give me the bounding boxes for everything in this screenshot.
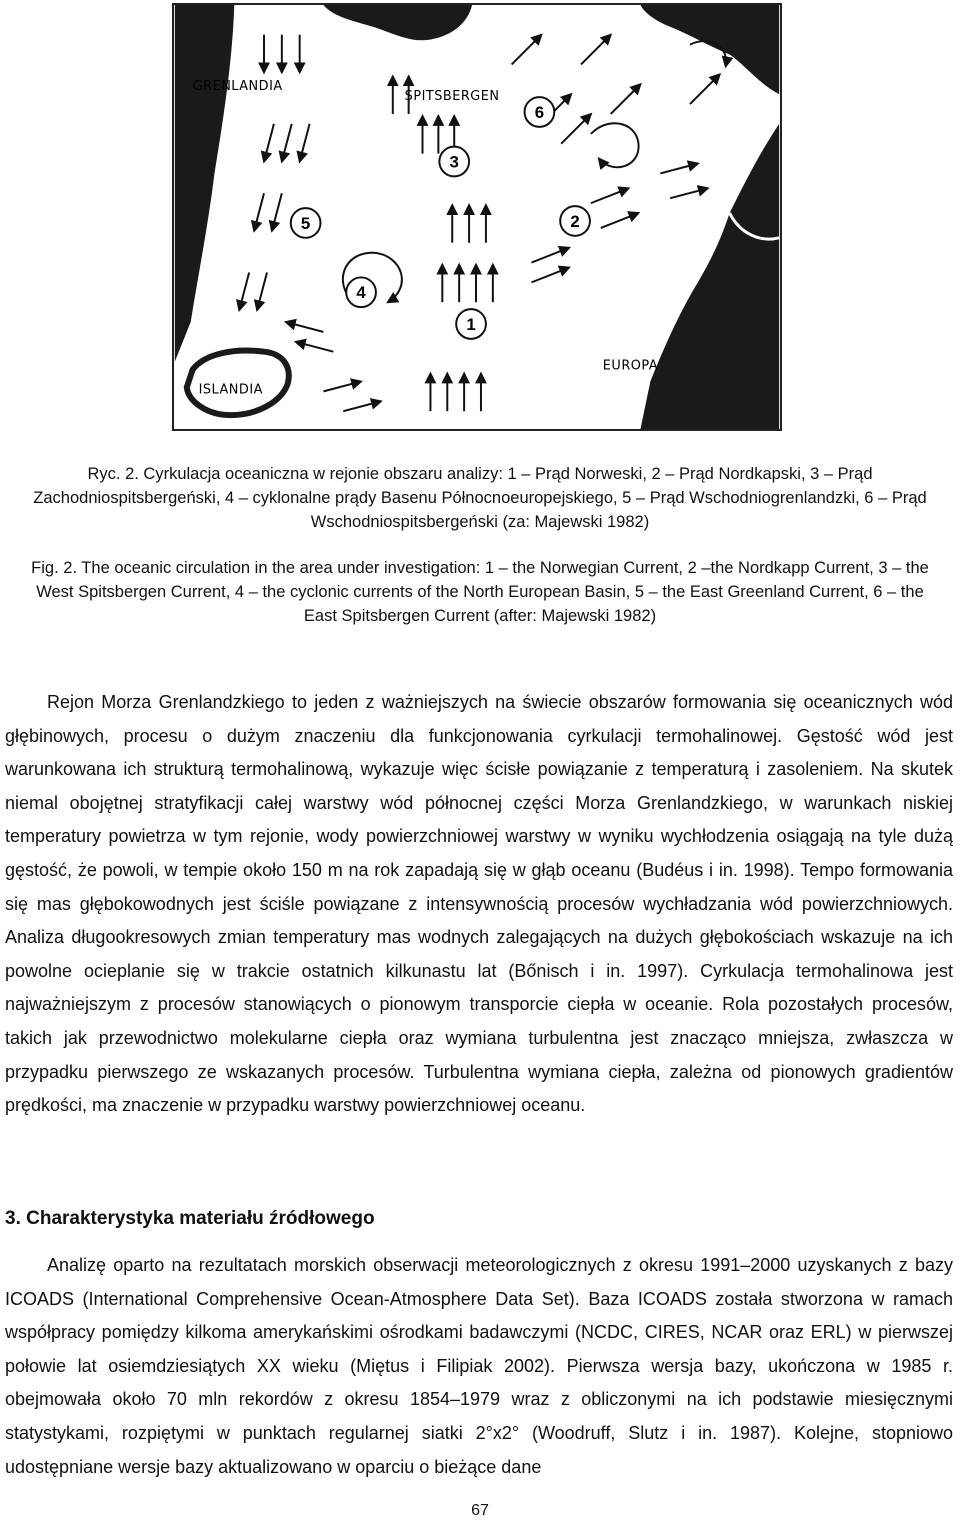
figure-caption-polish: Ryc. 2. Cyrkulacja oceaniczna w rejonie obszaru analizy: 1 – Prąd Norweski, 2 – Prąd Nordkapski, 3 – Prąd Zachodniospitsbergeński, 4 – cyklonalne prądy Basenu Północnoeuropejskiego, 5 – Prąd Wschodniogrenlandzki, 6 – Prąd Wschodniospitsbergeński (za: Majewski 1982)	[33, 465, 927, 531]
svg-text:4: 4	[356, 283, 366, 303]
body-paragraph-2-text: Analizę oparto na rezultatach morskich obserwacji meteorologicznych z okresu 1991–2000 uzyskanych z bazy ICOADS (International Comprehensive Ocean-Atmosphere Data Set). Baza ICOADS została stworzona w ramach współpracy pomiędzy kilkoma amerykańskimi ośrodkami badawczymi (NCDC, CIRES, NCAR oraz ERL) w pierwszej połowie lat osiemdziesiątych XX wieku (Miętus i Filipiak 2002). Pierwsza wersja bazy, ukończona w 1985 r. obejmowała około 70 mln rekordów z okresu 1854–1979 wraz z obliczonymi na ich podstawie miesięcznymi statystykami, rozpiętymi w punktach regularnej siatki 2°x2° (Woodruff, Slutz i in. 1987). Kolejne, stopniowo udostępniane wersje bazy aktualizowano w oparciu o bieżące dane	[5, 1255, 953, 1477]
europe-coast	[640, 124, 779, 429]
marker-2	[560, 206, 590, 236]
label-spitsbergen: SPITSBERGEN	[404, 89, 500, 105]
marker-6	[525, 97, 555, 127]
marker-1	[456, 309, 486, 339]
svg-text:3: 3	[449, 152, 459, 172]
page-number: 67	[471, 1502, 489, 1519]
svg-text:6: 6	[534, 102, 545, 122]
spitsbergen-coast	[323, 5, 472, 40]
marker-3	[439, 147, 469, 177]
arctic-islands-coast	[640, 5, 779, 94]
marker-5	[291, 208, 321, 238]
figure-caption-english: Fig. 2. The oceanic circulation in the area under investigation: 1 – the Norwegian Current, 2 –the Nordkapp Current, 3 – the West Spitsbergen Current, 4 – the cyclonic currents of the North European Basin, 5 – the East Greenland Current, 6 – the East Spitsbergen Current (after: Majewski 1982)	[31, 559, 929, 625]
svg-text:1: 1	[466, 314, 476, 334]
svg-text:5: 5	[300, 213, 311, 233]
marker-4	[346, 277, 376, 307]
section-heading: 3. Charakterystyka materiału źródłowego	[5, 1208, 375, 1229]
label-greenland: GRENLANDIA	[192, 79, 283, 95]
body-paragraph-1-text: Rejon Morza Grenlandzkiego to jeden z ważniejszych na świecie obszarów formowania się oceanicznych wód głębinowych, procesu o dużym znaczeniu dla funkcjonowania cyrkulacji termohalinowej. Gęstość wód jest warunkowana ich strukturą termohalinową, wykazuje więc ścisłe powiązanie z temperaturą i zasoleniem. Na skutek niemal obojętnej stratyfikacji całej warstwy wód północnej części Morza Grenlandzkiego, w warunkach niskiej temperatury powietrza w tym rejonie, wody powierzchniowej warstwy w wyniku wychłodzenia osiągają na tyle dużą gęstość, że powoli, w tempie około 150 m na rok zapadają się w głąb oceanu (Budéus i in. 1998). Tempo formowania się mas głębokowodnych jest ściśle powiązane z intensywnością procesów wychładzania wód powierzchniowych. Analiza długookresowych zmian temperatury mas wodnych zalegających na dużych głębokościach wskazuje na ich powolne ocieplanie się w trakcie ostatnich kilkunastu lat (Bőnisch i in. 1997). Cyrkulacja termohalinowa jest najważniejszym z procesów stanowiących o pionowym transporcie ciepła w oceanie. Rola pozostałych procesów, takich jak przewodnictwo molekularne ciepła oraz wymiana turbulentna jest znacząco mniejsza, zwłaszcza w przypadku pierwszego ze wskazanych procesów. Turbulentna wymiana ciepła, zależna od pionowych gradientów prędkości, ma znaczenie w przypadku warstwy powierzchniowej oceanu.	[5, 692, 953, 1116]
body-paragraph-2	[5, 1249, 953, 1484]
svg-text:2: 2	[570, 211, 580, 231]
circulation-map-figure	[172, 3, 782, 431]
body-paragraph-1	[5, 686, 953, 1123]
circulation-map-svg	[174, 5, 780, 429]
label-europe: EUROPA	[602, 358, 659, 374]
greenland-coast	[175, 5, 234, 362]
label-iceland: ISLANDIA	[198, 382, 263, 398]
